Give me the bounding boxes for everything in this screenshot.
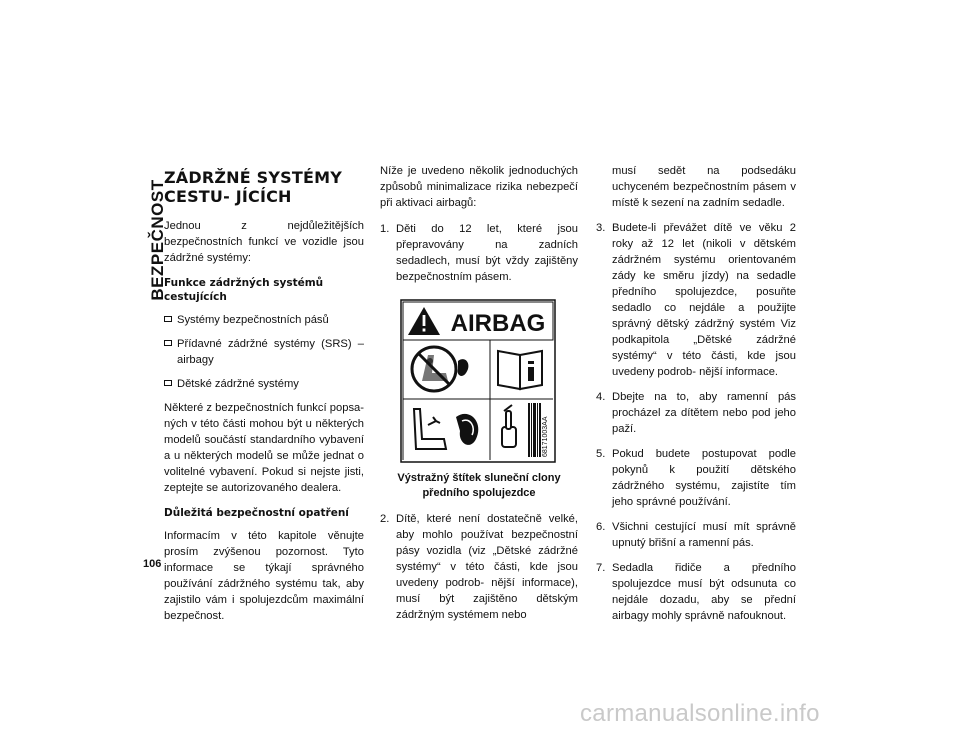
intro-paragraph-2: Níže je uvedeno několik jednoduchých způsobů minimalizace rizika nebezpečí při aktivaci airbagů: (380, 165, 578, 209)
numbered-item: 6. Všichni cestující musí mít správně upnutý břišní a ramenní pás. (596, 521, 796, 549)
watermark: carmanualsonline.info (580, 700, 820, 727)
bullet-item: Dětské zádržné systémy (164, 376, 364, 392)
subheading-restraint-functions: Funkce zádržných systémů cestujících (164, 277, 324, 303)
optional-equipment-paragraph: Některé z bezpečnostních funkcí popsa- ných v této části mohou být u některých modelů součástí standardního vybavení a u některých modelů se může jednat o volitelné vybavení. Pokud si nejste jisti, zeptejte se autorizovaného dealera. (164, 402, 364, 494)
section-side-tab (138, 170, 167, 330)
numbered-item: 2. Dítě, které není dostatečně velké, aby mohlo používat bezpečnostní pásy vozidla (viz „Dětské zádržné systémy“ v této části, kde jsou uvedeny podrob- nější informace), musí být zajištěno dětským zádržným systémem nebo (380, 513, 578, 621)
figure-caption: Výstražný štítek sluneční clony předního spolujezdce (397, 472, 561, 499)
column-3 (596, 163, 796, 633)
numbered-item: 1. Děti do 12 let, které jsou přepravovány na zadních sedadlech, musí být vždy zajištěny bezpečnostním pásem. (380, 223, 578, 283)
numbered-item: 7. Sedadla řidiče a předního spolujezdce musí být odsunuta co nejdále dozadu, aby se přední airbagy mohly správně nafouknout. (596, 562, 796, 622)
intro-paragraph: Jednou z nejdůležitějších bezpečnostních funkcí ve vozidle jsou zádržné systémy: (164, 220, 364, 264)
label-code: 68171003AA (542, 416, 549, 457)
airbag-warning-label (400, 299, 556, 463)
checkbox-square-icon (164, 340, 172, 346)
read-manual-icon (498, 351, 542, 389)
section-title-vertical: BEZPEČNOST (148, 179, 167, 301)
numbered-item: 4. Dbejte na to, aby ramenní pás procházel za dítětem nebo pod jeho paží. (596, 391, 796, 435)
section-heading: ZÁDRŽNÉ SYSTÉMY CESTU- JÍCÍCH (164, 168, 343, 206)
page-number: 106 (143, 558, 162, 570)
checkbox-square-icon (164, 380, 172, 386)
numbered-item: 5. Pokud budete postupovat podle pokynů k použití dětského zádržného systému, zajistíte tím jeho správné používání. (596, 448, 796, 508)
column-2 (380, 163, 578, 632)
numbered-item-continuation: musí sedět na podsedáku uchyceném bezpečnostním pásem v místě k sezení na zadním sedadle. (612, 165, 796, 209)
subheading-safety-precautions: Důležitá bezpečnostní opatření (164, 507, 349, 519)
safety-paragraph: Informacím v této kapitole věnujte prosím zvýšenou pozornost. Tyto informace se týkají správného používání zádržného systému tak, aby zajistilo vám i spolujezdcům maximální bezpečnost. (164, 530, 364, 622)
label-title: AIRBAG (450, 310, 546, 337)
barcode (528, 403, 541, 457)
bullet-item: Přídavné zádržné systémy (SRS) – airbagy (164, 336, 364, 368)
numbered-item: 3. Budete-li převážet dítě ve věku 2 roky až 12 let (nikoli v dětském zádržném systému orientovaném zády ke směru jízdy) na sedadle předního spolujezdce, posuňte sedadlo co nejdále a použijte správný dětský zádržný systém Viz podkapitola „Dětské zádržné systémy“ v této části, kde jsou uvedeny podrob- nější informace. (596, 222, 796, 378)
column-1 (164, 168, 364, 634)
bullet-item: Systémy bezpečnostních pásů (164, 312, 364, 328)
checkbox-square-icon (164, 316, 172, 322)
